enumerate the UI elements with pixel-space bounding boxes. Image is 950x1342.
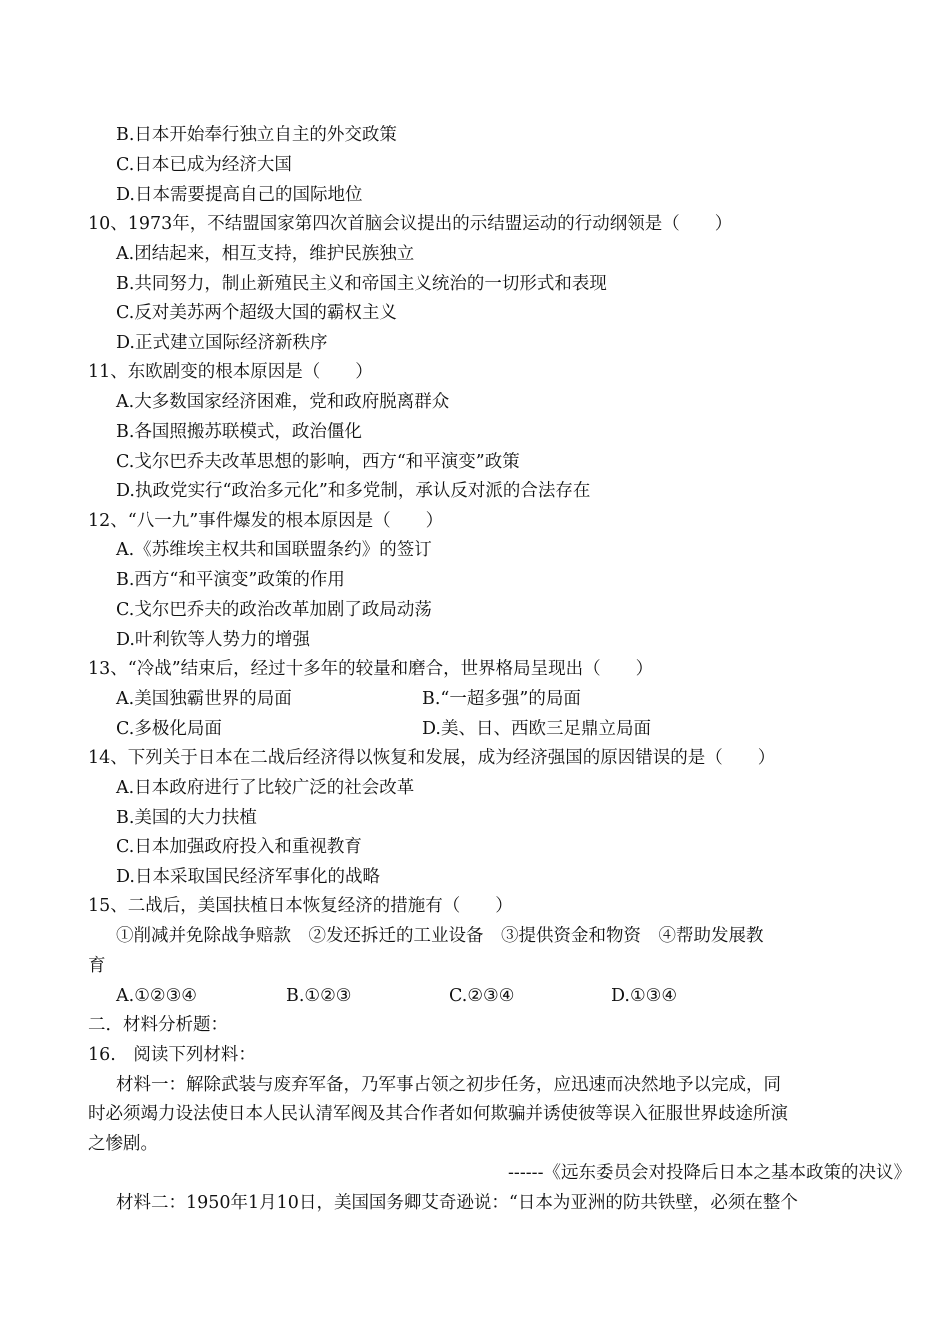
q13-stem: 13、“冷战”结束后，经过十多年的较量和磨合，世界格局呈现出（ ） [88, 659, 654, 679]
q10-option-a: A.团结起来，相互支持，维护民族独立 [116, 244, 415, 264]
q11-option-d: D.执政党实行“政治多元化”和多党制，承认反对派的合法存在 [116, 481, 591, 501]
q15-option-c: C.②③④ [449, 986, 515, 1006]
q11-stem: 11、东欧剧变的根本原因是（ ） [88, 362, 373, 382]
q14-option-c: C.日本加强政府投入和重视教育 [116, 837, 362, 857]
q11-option-c: C.戈尔巴乔夫改革思想的影响，西方“和平演变”政策 [116, 452, 520, 472]
section-heading: 二．材料分析题： [88, 1015, 228, 1035]
q12-option-c: C.戈尔巴乔夫的政治改革加剧了政局动荡 [116, 600, 432, 620]
q15-items-line2: 育 [88, 956, 106, 976]
q15-option-a: A.①②③④ [116, 986, 197, 1006]
q13-option-c: C.多极化局面 [116, 719, 222, 739]
q12-option-b: B.西方“和平演变”政策的作用 [116, 570, 345, 590]
q14-option-b: B.美国的大力扶植 [116, 808, 257, 828]
q12-option-d: D.叶利钦等人势力的增强 [116, 630, 310, 650]
q10-stem: 10、1973年，不结盟国家第四次首脑会议提出的示结盟运动的行动纲领是（ ） [88, 214, 733, 234]
material-one-source: ------《远东委员会对投降后日本之基本政策的决议》 [508, 1163, 911, 1183]
q10-option-c: C.反对美苏两个超级大国的霸权主义 [116, 303, 397, 323]
material-two-line1: 材料二：1950年1月10日，美国国务卿艾奇逊说：“日本为亚洲的防共铁壁，必须在整个 [116, 1193, 798, 1213]
q14-option-a: A.日本政府进行了比较广泛的社会改革 [116, 778, 415, 798]
q9-option-c: C.日本已成为经济大国 [116, 155, 292, 175]
q10-option-b: B.共同努力，制止新殖民主义和帝国主义统治的一切形式和表现 [116, 274, 607, 294]
q15-stem: 15、二战后，美国扶植日本恢复经济的措施有（ ） [88, 896, 513, 916]
q11-option-b: B.各国照搬苏联模式，政治僵化 [116, 422, 362, 442]
q15-option-d: D.①③④ [611, 986, 678, 1006]
q13-option-a: A.美国独霸世界的局面 [116, 689, 292, 709]
q14-stem: 14、下列关于日本在二战后经济得以恢复和发展，成为经济强国的原因错误的是（ ） [88, 748, 776, 768]
q15-items-line1: ①削减并免除战争赔款 ②发还拆迁的工业设备 ③提供资金和物资 ④帮助发展教 [116, 926, 764, 946]
q9-option-b: B.日本开始奉行独立自主的外交政策 [116, 125, 397, 145]
q16-stem: 16. 阅读下列材料： [88, 1045, 256, 1065]
q13-option-b: B.“一超多强”的局面 [422, 689, 581, 709]
q12-stem: 12、“八一九”事件爆发的根本原因是（ ） [88, 511, 444, 531]
material-one-line1: 材料一：解除武装与废弃军备，乃军事占领之初步任务，应迅速而决然地予以完成，同 [116, 1075, 781, 1095]
q11-option-a: A.大多数国家经济困难，党和政府脱离群众 [116, 392, 450, 412]
q9-option-d: D.日本需要提高自己的国际地位 [116, 185, 363, 205]
q14-option-d: D.日本采取国民经济军事化的战略 [116, 867, 380, 887]
q15-option-b: B.①②③ [286, 986, 352, 1006]
q10-option-d: D.正式建立国际经济新秩序 [116, 333, 328, 353]
q13-option-d: D.美、日、西欧三足鼎立局面 [422, 719, 651, 739]
material-one-line3: 之惨剧。 [88, 1134, 158, 1154]
material-one-line2: 时必须竭力设法使日本人民认清军阀及其合作者如何欺骗并诱使彼等误入征服世界歧途所演 [88, 1104, 788, 1124]
q12-option-a: A.《苏维埃主权共和国联盟条约》的签订 [116, 540, 432, 560]
